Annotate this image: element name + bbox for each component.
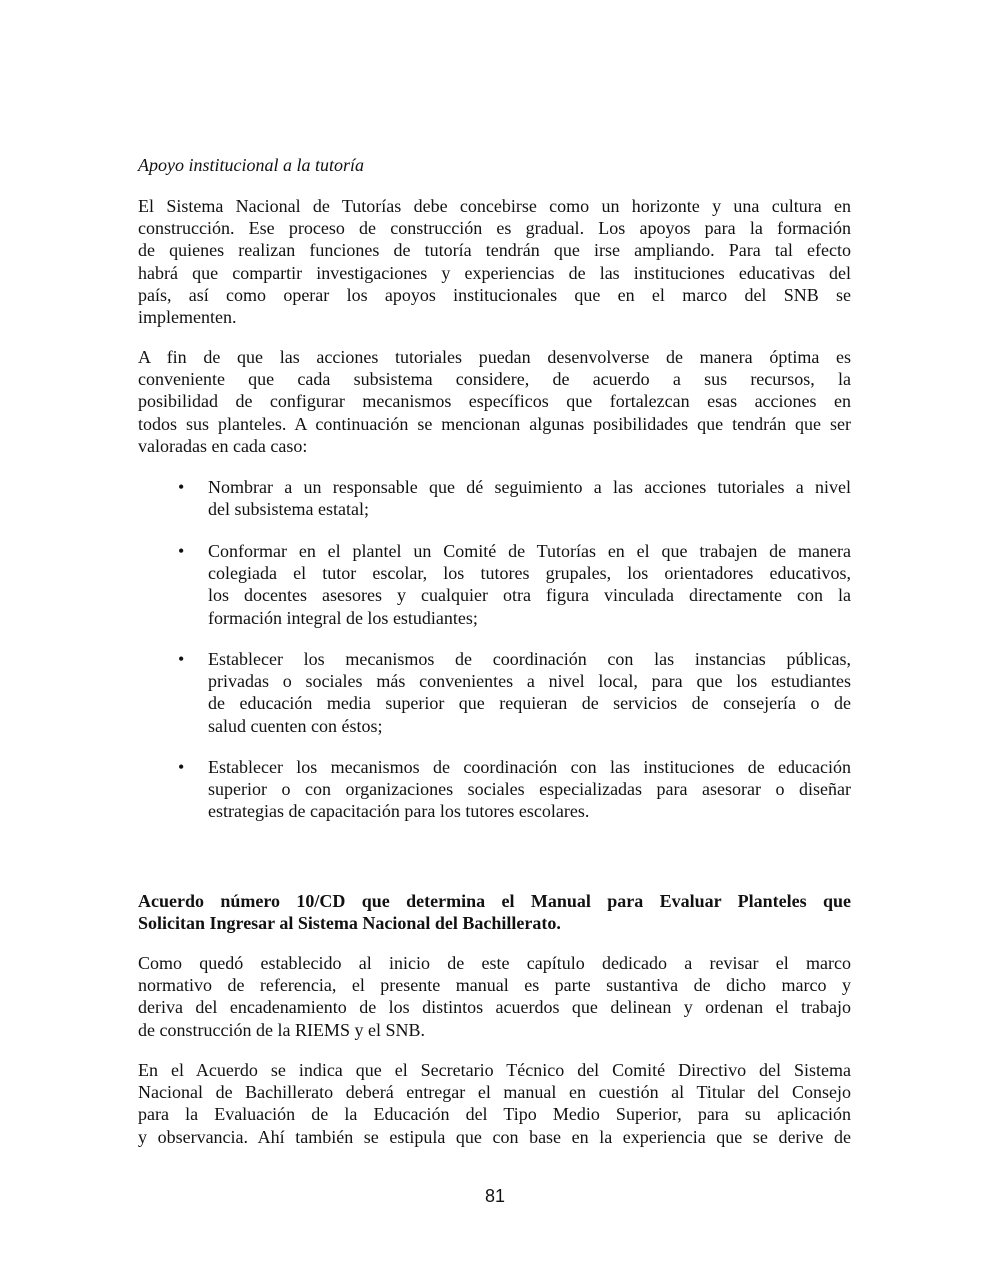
text-line: de construcción de la RIEMS y el SNB. <box>138 1019 425 1040</box>
bullet-item <box>178 756 851 823</box>
bullet-item <box>178 476 851 520</box>
text-line: normativo de referencia, el presente manual es parte sustantiva de dicho marco y <box>138 975 851 996</box>
section-title: Apoyo institucional a la tutoría <box>138 155 364 175</box>
text-line: implementen. <box>138 306 237 327</box>
text-line: salud cuenten con éstos; <box>208 715 383 736</box>
text-line: estrategias de capacitación para los tutores escolares. <box>208 801 590 822</box>
text-line: Conformar en el plantel un Comité de Tutorías en el que trabajen de manera <box>208 541 851 561</box>
text-line: Establecer los mecanismos de coordinación con las instancias públicas, <box>208 649 851 669</box>
bullet-icon: • <box>178 541 185 561</box>
text-line: país, así como operar los apoyos institucionales que en el marco del SNB se <box>138 284 851 305</box>
text-line: El Sistema Nacional de Tutorías debe concebirse como un horizonte y una cultura en <box>138 196 851 216</box>
text-line: del subsistema estatal; <box>208 499 369 520</box>
text-line: En el Acuerdo se indica que el Secretario Técnico del Comité Directivo del Sistema <box>138 1060 851 1080</box>
text-line: deriva del encadenamiento de los distintos acuerdos que delinean y ordenan el trabajo <box>138 997 851 1018</box>
text-line: A fin de que las acciones tutoriales puedan desenvolverse de manera óptima es <box>138 347 851 367</box>
text-line: Nombrar a un responsable que dé seguimiento a las acciones tutoriales a nivel <box>208 477 851 497</box>
text-line: Como quedó establecido al inicio de este capítulo dedicado a revisar el marco <box>138 953 851 973</box>
paragraph <box>138 346 851 457</box>
text-line: Establecer los mecanismos de coordinación con las instituciones de educación <box>208 757 851 777</box>
text-line: Nacional de Bachillerato deberá entregar el manual en cuestión al Titular del Consejo <box>138 1082 851 1103</box>
text-line: superior o con organizaciones sociales especializadas para asesorar o diseñar <box>208 779 851 800</box>
text-line: valoradas en cada caso: <box>138 435 308 456</box>
bullet-item <box>178 540 851 629</box>
text-line: conveniente que cada subsistema considere, de acuerdo a sus recursos, la <box>138 369 851 390</box>
text-line: los docentes asesores y cualquier otra figura vinculada directamente con la <box>208 585 851 606</box>
text-line: de quienes realizan funciones de tutoría tendrán que irse ampliando. Para tal efecto <box>138 240 851 261</box>
text-line: habrá que compartir investigaciones y experiencias de las instituciones educativas del <box>138 262 851 283</box>
text-line: colegiada el tutor escolar, los tutores grupales, los orientadores educativos, <box>208 563 851 584</box>
text-line: todos sus planteles. A continuación se mencionan algunas posibilidades que tendrán que ser <box>138 413 851 434</box>
bullet-icon: • <box>178 649 185 669</box>
bullet-icon: • <box>178 477 185 497</box>
bullet-item <box>178 648 851 737</box>
text-line: posibilidad de configurar mecanismos específicos que fortalezcan esas acciones en <box>138 391 851 412</box>
text-line: Acuerdo número 10/CD que determina el Manual para Evaluar Planteles que <box>138 891 851 911</box>
bullet-icon: • <box>178 757 185 777</box>
text-line: privadas o sociales más convenientes a nivel local, para que los estudiantes <box>208 671 851 692</box>
page-number: 81 <box>484 1186 506 1206</box>
text-line: para la Evaluación de la Educación del Tipo Medio Superior, para su aplicación <box>138 1104 851 1125</box>
text-line: formación integral de los estudiantes; <box>208 607 478 628</box>
text-line: Solicitan Ingresar al Sistema Nacional del Bachillerato. <box>138 913 561 934</box>
paragraph <box>138 952 851 1041</box>
text-line: construcción. Ese proceso de construcción es gradual. Los apoyos para la formación <box>138 218 851 239</box>
paragraph <box>138 195 851 328</box>
paragraph <box>138 1059 851 1148</box>
section-heading <box>138 890 851 934</box>
text-line: y observancia. Ahí también se estipula que con base en la experiencia que se derive de <box>138 1126 851 1147</box>
text-line: de educación media superior que requieran de servicios de consejería o de <box>208 693 851 714</box>
